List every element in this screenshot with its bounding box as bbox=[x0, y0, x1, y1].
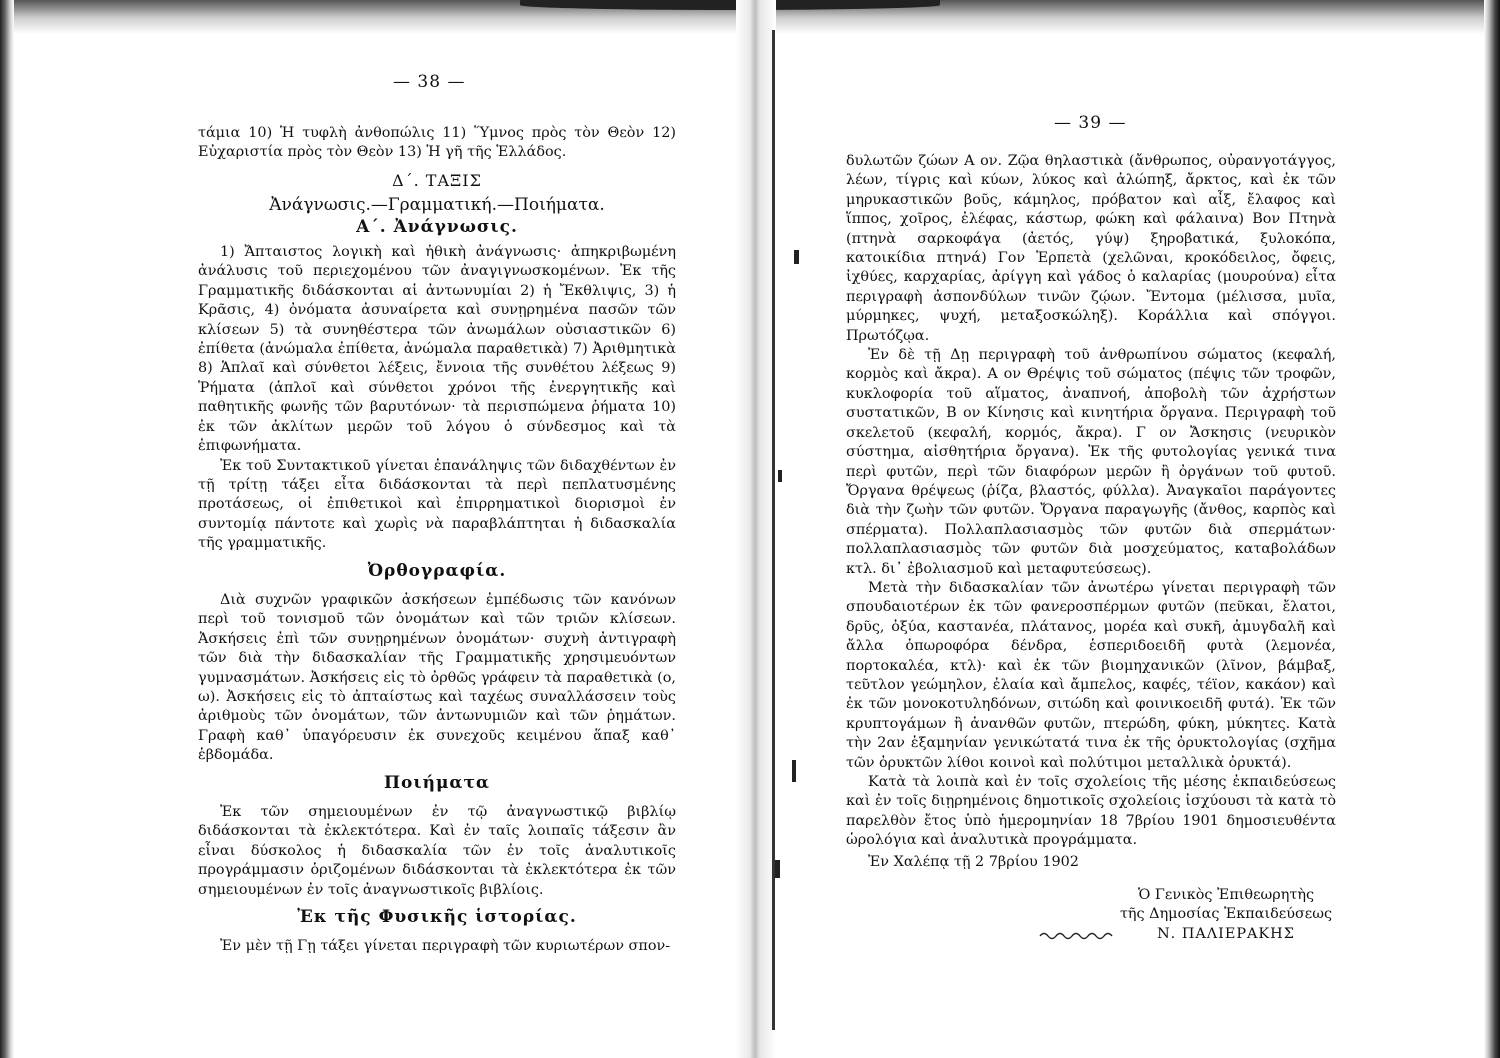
intro-text: τάμια 10) Ἡ τυφλὴ ἀνθοπώλις 11) Ὕμνος πρὸς τὸν Θεὸν 12) Εὐχαριστία πρὸς τὸν Θεὸν 13) Ἡ γῆ τῆς Ἑλλάδος. bbox=[198, 125, 676, 161]
ornament-rule bbox=[1038, 930, 1118, 942]
page-number-left: — 38 — bbox=[393, 72, 466, 92]
reading-heading: Α΄. Ἀνάγνωσις. bbox=[356, 216, 518, 237]
signature-title-2: τῆς Δημοσίας Ἐκπαιδεύσεως bbox=[1119, 906, 1333, 923]
book-gutter bbox=[736, 0, 776, 1058]
plants-paragraph: Μετὰ τὴν διδασκαλίαν τῶν ἀνωτέρω γίνεται περιγραφὴ τῶν σπουδαιοτέρων ἐκ τῶν φανεροσπέρμων φυτῶν (πεῦκαι, ἔλατοι, δρῦς, ὀξύα, καστανέα, πλάτανος, μορέα καὶ συκῆ, ἀμυγδαλῆ καὶ ἄλλα ὀπωροφόρα δένδρα, ἑσπεριδοειδῆ φυτὰ (λεμονέα, πορτοκαλέα, κτλ)· καὶ ἐκ τῶν βιομηχανικῶν (λῖνον, βάμβαξ, τεῦτλον γεώμηλον, ἐλαία καὶ ἄμπελος, καφές, τέϊον, κακάον) καὶ ἐκ τῶν μονοκοτυληδόνων, σιτώδη καὶ φοινικοειδῆ φυτά). Ἐκ τῶν κρυπτογάμων ἢ ἀνανθῶν φυτῶν, πτερώδη, φύκη, μύκητες. Κατὰ τὴν 2αν ἑξαμηνίαν γενικώτατά τινα ἐκ τῆς ὀρυκτολογίας (σχῆμα τῶν ὀρυκτῶν λίθοι κοινοὶ καὶ πολύτιμοι μεταλλικὰ ὀρυκτά). bbox=[846, 579, 1336, 771]
date-line: Ἐν Χαλέπᾳ τῇ 2 7βρίου 1902 bbox=[868, 853, 1079, 870]
left-page bbox=[198, 124, 676, 957]
gutter-line bbox=[772, 30, 775, 1030]
orthography-heading: Ὀρθογραφία. bbox=[367, 560, 507, 581]
gutter-mark bbox=[792, 760, 796, 782]
poems-paragraph: Ἐκ τῶν σημειουμένων ἐν τῷ ἀναγνωστικῷ βιβλίῳ διδάσκονται τὰ ἐκλεκτότερα. Καὶ ἐν ταῖς λοιπαῖς τάξεσιν ἂν εἶναι δύσκολος ἡ διδασκαλία τῶν ἐν τοῖς ἀναλυτικοῖς προγράμμασιν ὁριζομένων διδάσκονται τὰ ἐκλεκτότερα ἐκ τῶν σημειουμένων ἐν τοῖς ἀναγνωστικοῖς βιβλίοις. bbox=[198, 804, 676, 898]
human-body-paragraph: Ἐν δὲ τῇ Δῃ περιγραφὴ τοῦ ἀνθρωπίνου σώματος (κεφαλή, κορμὸς καὶ ἄκρα). Α ον Θρέψις τοῦ σώματος (πέψις τῶν τροφῶν, κυκλοφορία τοῦ αἵματος, ἀναπνοή, ἀποβολὴ τῶν ἀχρήστων συστατικῶν, Β ον Κίνησις καὶ κινητήρια ὄργανα. Περιγραφὴ τοῦ σκελετοῦ (κεφαλή, κορμός, ἄκρα). Γ ον Ἄσκησις (νευρικὸν σύστημα, αἰσθητήρια ὄργανα). Ἐκ τῆς φυτολογίας γενικά τινα περὶ φυτῶν, περὶ τῶν διαφόρων μερῶν ἢ ὀργάνων τοῦ φυτοῦ. Ὄργανα θρέψεως (ῥίζα, βλαστός, φύλλα). Ἀναγκαῖοι παράγοντες διὰ τὴν ζωὴν τῶν φυτῶν. Ὄργανα παραγωγῆς (ἄνθος, καρπὸς καὶ σπέρματα). Πολλαπλασιασμὸς τῶν φυτῶν διὰ σπερμάτων· πολλαπλασιασμὸς τῶν φυτῶν διὰ μοσχεύματος, καταβολάδων κτλ. δι᾽ ἐβολιασμοῦ καὶ μεταφυτεύσεως). bbox=[846, 347, 1336, 577]
gutter-mark bbox=[778, 470, 782, 482]
poems-heading: Ποιήματα bbox=[383, 772, 491, 793]
scan-edge-right bbox=[1484, 0, 1500, 1058]
signature-title-1: Ὁ Γενικὸς Ἐπιθεωρητὴς bbox=[1137, 887, 1315, 904]
page-number-right: — 39 — bbox=[1054, 113, 1127, 133]
scan-edge-left bbox=[0, 0, 14, 1058]
gutter-mark bbox=[794, 250, 799, 264]
reading-paragraph-1: 1) Ἄπταιστος λογικὴ καὶ ἠθικὴ ἀνάγνωσις· ἀπηκριβωμένη ἀνάλυσις τοῦ περιεχομένου τῶν ἀναγιγνωσκομένων. Ἐκ τῆς Γραμματικῆς διδάσκονται αἱ ἀντωνυμίαι 2) ἡ Ἔκθλιψις, 3) ἡ Κρᾶσις, 4) ὀνόματα ἀσυναίρετα καὶ συνῃρημένα πασῶν τῶν κλίσεων 5) τὰ συνηθέστερα τῶν ἀνωμάλων οὐσιαστικῶν 6) ἐπίθετα (ἀνώμαλα ἐπίθετα, ἀνώμαλα παραθετικὰ) 7) Ἀριθμητικὰ 8) Ἁπλαῖ καὶ σύνθετοι λέξεις, ἔννοια τῆς συνθέτου λέξεως 9) Ῥήματα (ἁπλοῖ καὶ σύνθετοι χρόνοι τῆς ἐνεργητικῆς καὶ παθητικῆς φωνῆς τῶν βαρυτόνων· τὰ περισπώμενα ῥήματα 10) ἐκ τῶν ἀκλίτων μερῶν τοῦ λόγου ὁ σύνδεσμος καὶ τὰ ἐπιφωνήματα. bbox=[198, 244, 676, 455]
subjects-heading: Ἀνάγνωσις.—Γραμματική.—Ποιήματα. bbox=[269, 195, 605, 216]
gutter-mark bbox=[775, 860, 780, 878]
natural-history-paragraph: Ἐν μὲν τῇ Γῃ τάξει γίνεται περιγραφὴ τῶν κυριωτέρων σπον- bbox=[220, 938, 671, 955]
schools-paragraph: Κατὰ τὰ λοιπὰ καὶ ἐν τοῖς σχολείοις τῆς μέσης ἐκπαιδεύσεως καὶ ἐν τοῖς διῃρημένοις δημοτικοῖς σχολείοις ἰσχύουσι τὰ κατὰ τὸ παρελθὸν ἔτος ὑπὸ ἡμερομηνίαν 18 7βρίου 1901 δημοσιευθέντα ὡρολόγια καὶ ἀναλυτικὰ προγράμματα. bbox=[846, 774, 1336, 849]
right-page bbox=[846, 152, 1336, 944]
signature-name: Ν. ΠΑΛΙΕΡΑΚΗΣ bbox=[1157, 925, 1295, 942]
reading-paragraph-2: Ἐκ τοῦ Συντακτικοῦ γίνεται ἐπανάληψις τῶν διδαχθέντων ἐν τῇ τρίτῃ τάξει εἶτα διδάσκονται τὰ περὶ πεπλατυσμένης προτάσεως, οἱ ἐπιθετικοὶ καὶ ἐπιρρηματικοὶ διορισμοὶ ἐν συντομίᾳ πάντοτε καὶ χωρὶς νὰ παραβλάπτηται ἡ διδασκαλία τῆς γραμματικῆς. bbox=[198, 457, 676, 552]
orthography-paragraph: Διὰ συχνῶν γραφικῶν ἀσκήσεων ἐμπέδωσις τῶν κανόνων περὶ τοῦ τονισμοῦ τῶν ὀνομάτων καὶ τῶν τριῶν κλίσεων. Ἀσκήσεις ἐπὶ τῶν συνῃρημένων ὀνομάτων· συχνὴ ἀντιγραφὴ τῶν διὰ τὴν διδασκαλίαν τῆς Γραμματικῆς χρησιμευόντων γυμνασμάτων. Ἀσκήσεις εἰς τὸ ὀρθῶς γράφειν τὰ παραθετικὰ (ο, ω). Ἀσκήσεις εἰς τὸ ἀπταίστως καὶ ταχέως συναλλάσσειν τοὺς ἀριθμοὺς τῶν ὀνομάτων, τῶν ἀντωνυμιῶν καὶ τῶν ῥημάτων. Γραφὴ καθ᾽ ὑπαγόρευσιν ἐκ συνεχοῦς κειμένου ἅπαξ καθ᾽ ἑβδομάδα. bbox=[198, 591, 676, 764]
animals-paragraph: δυλωτῶν ζώων Α ον. Ζῷα θηλαστικὰ (ἄνθρωπος, οὐρανγοτάγγος, λέων, τίγρις καὶ κύων, λύκος καὶ ἀλώπηξ, ἄρκτος, καὶ ἐκ τῶν μηρυκαστικῶν βοῦς, κάμηλος, πρόβατον καὶ αἶξ, ἔλαφος καὶ ἵππος, χοῖρος, ἐλέφας, κάστωρ, φώκη καὶ φάλαινα) Βον Πτηνὰ (πτηνὰ σαρκοφάγα (ἀετός, γύψ) ξηροβατικά, ξυλοκόπα, κατοικίδια πτηνά) Γον Ἑρπετὰ (χελῶναι, κροκόδειλος, ὄφεις, ἰχθύες, καρχαρίας, ἀρίγγη καὶ γάδος ὁ καλαρίας (μουρούνα) εἶτα περιγραφὴ ἀσπονδύλων τινῶν ζῴων. Ἔντομα (μέλισσα, μυῖα, μύρμηκες, ψυχή, μεταξοσκώληξ). Κοράλλια καὶ σπόγγοι. Πρωτόζῳα. bbox=[846, 153, 1336, 344]
natural-history-heading: Ἐκ τῆς Φυσικῆς ἱστορίας. bbox=[297, 907, 577, 928]
class-heading: Δ΄. ΤΑΞΙΣ bbox=[392, 170, 482, 190]
